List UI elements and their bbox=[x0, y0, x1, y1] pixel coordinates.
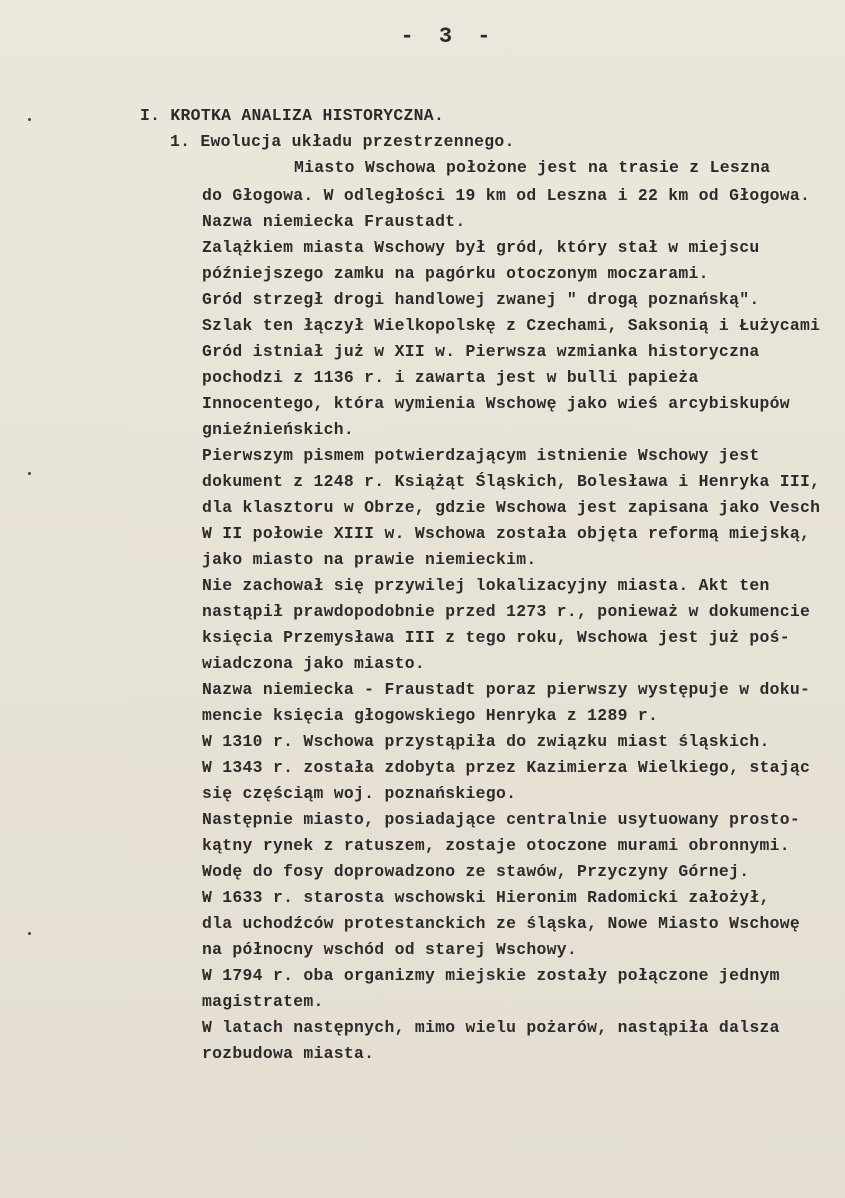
margin-mark bbox=[28, 472, 31, 475]
text-line: Wodę do fosy doprowadzono ze stawów, Przyczyny Górnej. bbox=[202, 862, 750, 881]
text-line: dokument z 1248 r. Książąt Śląskich, Bolesława i Henryka III, bbox=[202, 472, 821, 491]
text-line: W 1633 r. starosta wschowski Hieronim Radomicki założył, bbox=[202, 888, 770, 907]
page-number: - 3 - bbox=[400, 24, 497, 49]
text-line: nastąpił prawdopodobnie przed 1273 r., ponieważ w dokumencie bbox=[202, 602, 811, 621]
text-line: się częściąm woj. poznańskiego. bbox=[202, 784, 517, 803]
text-line: dla uchodźców protestanckich ze śląska, Nowe Miasto Wschowę bbox=[202, 914, 801, 933]
text-line: W 1310 r. Wschowa przystąpiła do związku miast śląskich. bbox=[202, 732, 770, 751]
text-line: późniejszego zamku na pagórku otoczonym moczarami. bbox=[202, 264, 709, 283]
text-line: Szlak ten łączył Wielkopolskę z Czechami, Saksonią i Łużycami bbox=[202, 316, 821, 335]
text-line: kątny rynek z ratuszem, zostaje otoczone murami obronnymi. bbox=[202, 836, 790, 855]
text-line: W latach następnych, mimo wielu pożarów, nastąpiła dalsza bbox=[202, 1018, 780, 1037]
text-line: Nie zachował się przywilej lokalizacyjny miasta. Akt ten bbox=[202, 576, 770, 595]
text-line: Następnie miasto, posiadające centralnie usytuowany prosto- bbox=[202, 810, 801, 829]
text-line: Miasto Wschowa położone jest na trasie z Leszna bbox=[294, 158, 771, 177]
text-line: dla klasztoru w Obrze, gdzie Wschowa jest zapisana jako Vesch bbox=[202, 498, 821, 517]
text-line: rozbudowa miasta. bbox=[202, 1044, 375, 1063]
text-line: gnieźnieńskich. bbox=[202, 420, 355, 439]
text-line: księcia Przemysława III z tego roku, Wschowa jest już poś- bbox=[202, 628, 790, 647]
text-line: do Głogowa. W odległości 19 km od Leszna i 22 km od Głogowa. bbox=[202, 186, 811, 205]
text-line: W II połowie XIII w. Wschowa została objęta reformą miejską, bbox=[202, 524, 811, 543]
text-line: Gród istniał już w XII w. Pierwsza wzmianka historyczna bbox=[202, 342, 760, 361]
text-line: pochodzi z 1136 r. i zawarta jest w bulli papieża bbox=[202, 368, 699, 387]
text-line: Zalążkiem miasta Wschowy był gród, który stał w miejscu bbox=[202, 238, 760, 257]
text-line: W 1343 r. została zdobyta przez Kazimierza Wielkiego, stając bbox=[202, 758, 811, 777]
text-line: na północny wschód od starej Wschowy. bbox=[202, 940, 578, 959]
text-line: Nazwa niemiecka - Fraustadt poraz pierwszy występuje w doku- bbox=[202, 680, 811, 699]
text-line: Gród strzegł drogi handlowej zwanej " drogą poznańską". bbox=[202, 290, 760, 309]
text-line: wiadczona jako miasto. bbox=[202, 654, 425, 673]
margin-mark bbox=[28, 932, 31, 935]
text-line: Nazwa niemiecka Fraustadt. bbox=[202, 212, 466, 231]
section-heading: I. KROTKA ANALIZA HISTORYCZNA. bbox=[140, 106, 445, 125]
text-line: Pierwszym pismem potwierdzającym istnienie Wschowy jest bbox=[202, 446, 760, 465]
subsection-heading: 1. Ewolucja układu przestrzennego. bbox=[170, 132, 515, 151]
text-line: Innocentego, która wymienia Wschowę jako wieś arcybiskupów bbox=[202, 394, 790, 413]
text-line: W 1794 r. oba organizmy miejskie zostały połączone jednym bbox=[202, 966, 780, 985]
text-line: jako miasto na prawie niemieckim. bbox=[202, 550, 537, 569]
margin-mark bbox=[28, 118, 31, 121]
text-line: magistratem. bbox=[202, 992, 324, 1011]
text-line: mencie księcia głogowskiego Henryka z 1289 r. bbox=[202, 706, 659, 725]
